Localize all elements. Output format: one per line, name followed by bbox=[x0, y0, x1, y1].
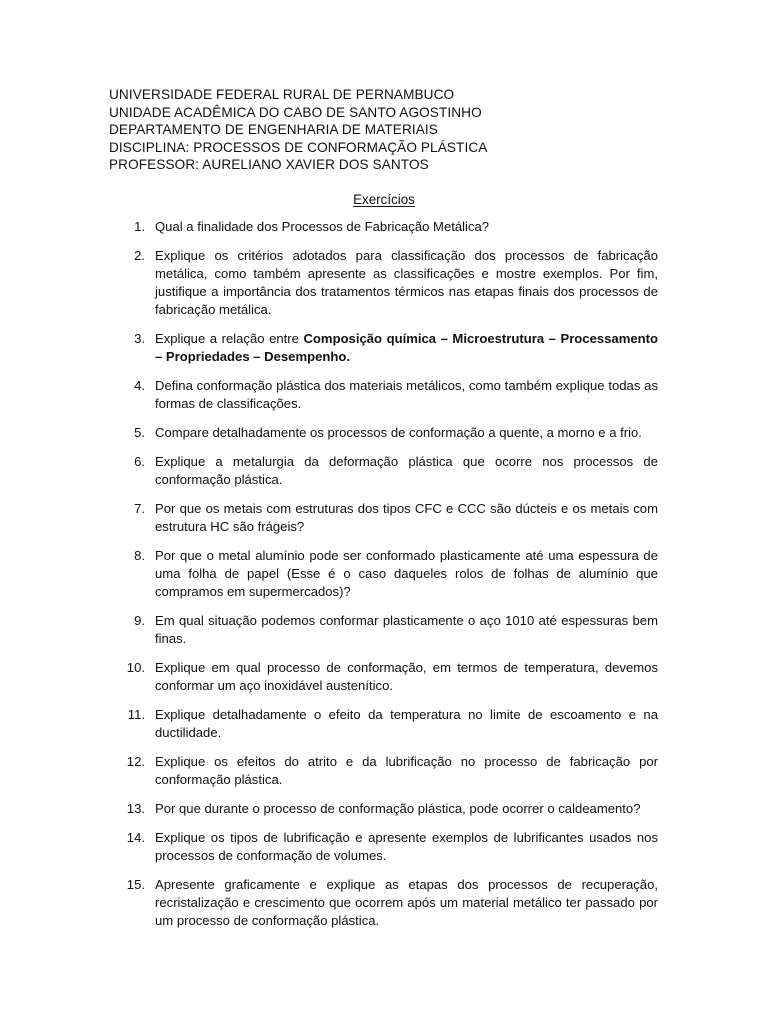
exercise-item-8 bbox=[110, 547, 658, 601]
exercise-number bbox=[110, 453, 155, 489]
exercise-number bbox=[110, 330, 155, 366]
exercise-number bbox=[110, 706, 155, 742]
document-header bbox=[109, 86, 669, 174]
exercise-number-text: 5. bbox=[134, 425, 145, 440]
exercise-text: Explique a metalurgia da deformação plástica que ocorre nos processos de conformação plástica. bbox=[155, 454, 658, 487]
exercise-text-bold: Composição química – Microestrutura – Processamento – Propriedades – Desempenho. bbox=[155, 331, 658, 364]
exercise-item-14 bbox=[110, 829, 658, 865]
exercise-number-text: 11. bbox=[127, 707, 145, 722]
exercise-text: Qual a finalidade dos Processos de Fabricação Metálica? bbox=[155, 219, 490, 234]
exercise-text: Explique os efeitos do atrito e da lubrificação no processo de fabricação por conformação plástica. bbox=[155, 754, 658, 787]
exercise-number-text: 15. bbox=[126, 877, 145, 892]
exercise-text: Apresente graficamente e explique as etapas dos processos de recuperação, recristalização e crescimento que ocorrem após um material metálico ter passado por um processo de conformação plástica. bbox=[155, 877, 658, 928]
exercise-number bbox=[110, 800, 155, 818]
exercise-text: Explique os critérios adotados para classificação dos processos de fabricação metálica, como também apresente as classificações e mostre exemplos. Por fim, justifique a importância dos tratamentos térmicos nas etapas finais dos processos de fabricação metálica. bbox=[155, 248, 658, 317]
exercise-text: Em qual situação podemos conformar plasticamente o aço 1010 até espessuras bem finas. bbox=[155, 613, 658, 646]
exercise-number bbox=[110, 424, 155, 442]
exercise-text: Defina conformação plástica dos materiais metálicos, como também explique todas as formas de classificações. bbox=[155, 378, 658, 411]
exercise-number-text: 13. bbox=[126, 801, 145, 816]
exercise-number-text: 3. bbox=[134, 331, 145, 346]
exercises-heading-text: Exercícios bbox=[353, 192, 415, 207]
exercise-text: Explique em qual processo de conformação, em termos de temperatura, devemos conformar um aço inoxidável austenítico. bbox=[155, 660, 658, 693]
header-academic-unit: UNIDADE ACADÊMICA DO CABO DE SANTO AGOSTINHO bbox=[109, 104, 482, 120]
exercise-item-6 bbox=[110, 453, 658, 489]
exercise-number bbox=[110, 247, 155, 319]
exercise-number-text: 4. bbox=[134, 378, 145, 393]
exercise-number-text: 1. bbox=[134, 219, 145, 234]
exercise-text: Por que durante o processo de conformação plástica, pode ocorrer o caldeamento? bbox=[155, 801, 641, 816]
exercise-item-12 bbox=[110, 753, 658, 789]
exercise-text-prefix: Explique a relação entre bbox=[155, 331, 304, 346]
exercise-item-7 bbox=[110, 500, 658, 536]
exercise-list bbox=[110, 218, 658, 941]
exercise-number-text: 12. bbox=[126, 754, 145, 769]
exercise-number-text: 2. bbox=[134, 248, 145, 263]
exercise-text: Explique detalhadamente o efeito da temperatura no limite de escoamento e na ductilidade. bbox=[155, 707, 658, 740]
exercise-number-text: 7. bbox=[134, 501, 145, 516]
exercise-text: Explique os tipos de lubrificação e apresente exemplos de lubrificantes usados nos processos de conformação de volumes. bbox=[155, 830, 658, 863]
exercise-number bbox=[110, 753, 155, 789]
exercise-item-10 bbox=[110, 659, 658, 695]
exercise-number bbox=[110, 876, 155, 930]
exercise-number bbox=[110, 500, 155, 536]
exercise-item-9 bbox=[110, 612, 658, 648]
exercise-number bbox=[110, 547, 155, 601]
header-department: DEPARTAMENTO DE ENGENHARIA DE MATERIAIS bbox=[109, 122, 438, 137]
exercise-number bbox=[110, 218, 155, 236]
exercise-text: Por que o metal alumínio pode ser conformado plasticamente até uma espessura de uma folha de papel (Esse é o caso daqueles rolos de folhas de alumínio que compramos em supermercados)? bbox=[155, 548, 658, 599]
exercise-item-2 bbox=[110, 247, 658, 319]
exercise-item-3 bbox=[110, 330, 658, 366]
exercise-text bbox=[155, 330, 658, 366]
exercise-item-5 bbox=[110, 424, 658, 442]
exercise-number-text: 8. bbox=[134, 548, 145, 563]
header-professor: PROFESSOR: AURELIANO XAVIER DOS SANTOS bbox=[109, 157, 429, 172]
exercises-heading bbox=[0, 191, 768, 208]
exercise-number bbox=[110, 612, 155, 648]
exercise-text: Compare detalhadamente os processos de conformação a quente, a morno e a frio. bbox=[155, 425, 642, 440]
header-university: UNIVERSIDADE FEDERAL RURAL DE PERNAMBUCO bbox=[109, 87, 455, 102]
exercise-item-1 bbox=[110, 218, 658, 236]
exercise-item-15 bbox=[110, 876, 658, 930]
exercise-number-text: 10. bbox=[126, 660, 145, 675]
exercise-text: Por que os metais com estruturas dos tipos CFC e CCC são dúcteis e os metais com estrutura HC são frágeis? bbox=[155, 501, 658, 534]
exercise-number bbox=[110, 377, 155, 413]
exercise-number-text: 9. bbox=[134, 613, 145, 628]
exercise-number bbox=[110, 829, 155, 865]
exercise-number-text: 14. bbox=[126, 830, 145, 845]
exercise-number bbox=[110, 659, 155, 695]
exercise-item-13 bbox=[110, 800, 658, 818]
exercise-item-4 bbox=[110, 377, 658, 413]
exercise-number-text: 6. bbox=[134, 454, 145, 469]
header-discipline: DISCIPLINA: PROCESSOS DE CONFORMAÇÃO PLÁSTICA bbox=[109, 139, 488, 155]
exercise-item-11 bbox=[110, 706, 658, 742]
